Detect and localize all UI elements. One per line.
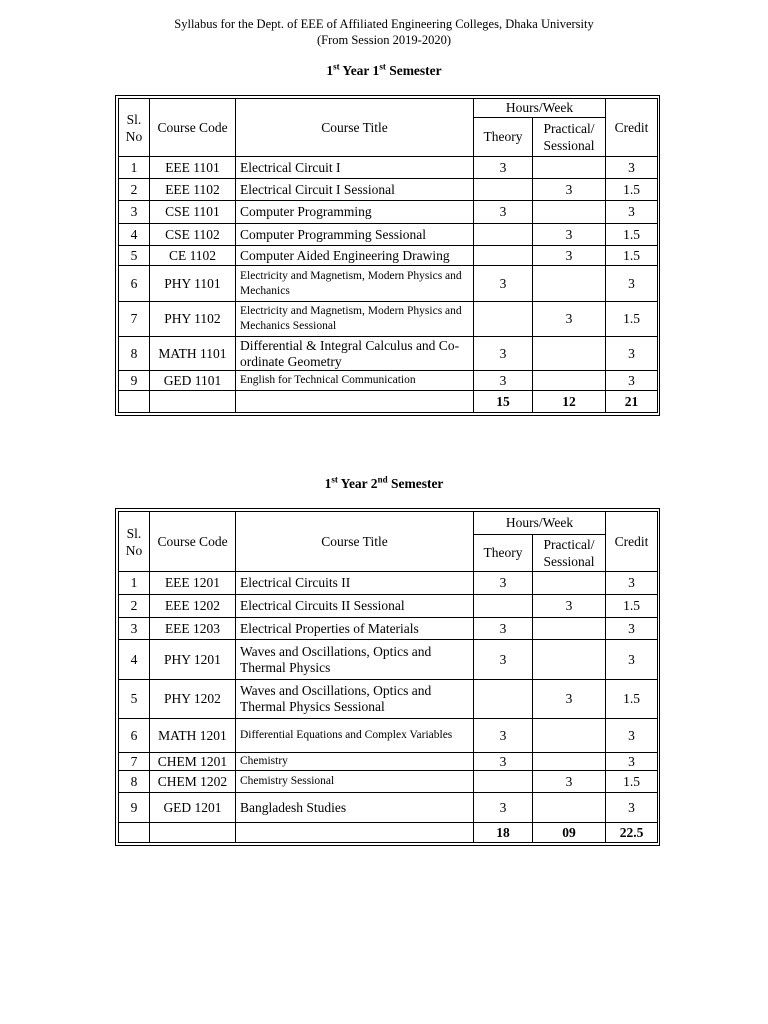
credit-cell: 1.5 (606, 771, 658, 793)
table-row (119, 572, 658, 595)
credit-cell: 1.5 (606, 179, 658, 201)
table-row (119, 179, 658, 201)
course-code-cell: PHY 1201 (150, 640, 236, 680)
practical-cell (533, 618, 606, 640)
course-title-cell: Computer Programming Sessional (236, 224, 474, 246)
semester-2-table (115, 508, 660, 846)
sl-no-cell: 6 (119, 719, 150, 753)
course-code-cell: EEE 1201 (150, 572, 236, 595)
course-title-cell: Electrical Circuit I (236, 157, 474, 179)
practical-cell (533, 753, 606, 771)
theory-cell (474, 179, 533, 201)
sl-no-cell: 1 (119, 572, 150, 595)
hours-week-header: Hours/Week (474, 99, 606, 118)
theory-cell: 3 (474, 266, 533, 302)
practical-cell (533, 793, 606, 823)
hours-week-header: Hours/Week (474, 512, 606, 535)
practical-cell (533, 157, 606, 179)
course-code-cell: CE 1102 (150, 246, 236, 266)
sl-no-cell: 2 (119, 595, 150, 618)
credit-cell: 1.5 (606, 246, 658, 266)
credit-cell: 1.5 (606, 302, 658, 337)
sl-no-cell: 3 (119, 618, 150, 640)
course-code-cell: PHY 1102 (150, 302, 236, 337)
sl-no-cell: 1 (119, 157, 150, 179)
course-code-cell: CHEM 1202 (150, 771, 236, 793)
table-row (119, 224, 658, 246)
practical-cell (533, 266, 606, 302)
practical-cell: 3 (533, 246, 606, 266)
sl-no-cell: 2 (119, 179, 150, 201)
course-code-cell: EEE 1101 (150, 157, 236, 179)
sl-no-cell: 8 (119, 337, 150, 371)
course-code-cell: PHY 1101 (150, 266, 236, 302)
credit-cell: 3 (606, 753, 658, 771)
course-code-cell: CHEM 1201 (150, 753, 236, 771)
table-row (119, 302, 658, 337)
theory-cell: 3 (474, 753, 533, 771)
table-row (119, 793, 658, 823)
document-title: Syllabus for the Dept. of EEE of Affiliated Engineering Colleges, Dhaka University (174, 17, 594, 31)
practical-cell (533, 201, 606, 224)
table-row (119, 640, 658, 680)
theory-cell: 3 (474, 572, 533, 595)
credit-header: Credit (606, 99, 658, 157)
sl-no-cell: 4 (119, 224, 150, 246)
course-title-cell: Bangladesh Studies (236, 793, 474, 823)
total-credit: 21 (606, 391, 658, 413)
sl-no-cell: 9 (119, 793, 150, 823)
credit-cell: 3 (606, 201, 658, 224)
table-row (119, 595, 658, 618)
semester-2-title: 1st Year 2nd Semester (324, 474, 444, 491)
semester-1-table (115, 95, 660, 416)
theory-cell: 3 (474, 201, 533, 224)
theory-cell: 3 (474, 618, 533, 640)
practical-cell: 3 (533, 302, 606, 337)
credit-header: Credit (606, 512, 658, 572)
theory-cell (474, 302, 533, 337)
course-title-cell: Electrical Properties of Materials (236, 618, 474, 640)
credit-cell: 3 (606, 266, 658, 302)
semester-1-rows (119, 157, 658, 391)
theory-cell (474, 224, 533, 246)
course-code-cell: GED 1101 (150, 371, 236, 391)
course-code-cell: MATH 1101 (150, 337, 236, 371)
sl-no-cell: 5 (119, 680, 150, 719)
course-title-cell: Chemistry (236, 753, 474, 771)
total-row (119, 823, 658, 843)
course-title-cell: Waves and Oscillations, Optics and Thermal Physics (236, 640, 474, 680)
table-row (119, 719, 658, 753)
course-code-cell: CSE 1101 (150, 201, 236, 224)
credit-cell: 3 (606, 793, 658, 823)
theory-cell (474, 771, 533, 793)
sl-no-cell: 3 (119, 201, 150, 224)
document-header (0, 16, 768, 48)
table-row (119, 246, 658, 266)
course-table (118, 511, 658, 843)
course-title-cell: Differential Equations and Complex Variables (236, 719, 474, 753)
theory-header: Theory (474, 535, 533, 572)
theory-cell: 3 (474, 719, 533, 753)
theory-cell: 3 (474, 793, 533, 823)
table-row (119, 266, 658, 302)
course-title-cell: English for Technical Communication (236, 371, 474, 391)
sl-no-cell: 4 (119, 640, 150, 680)
sl-no-cell: 7 (119, 302, 150, 337)
course-title-cell: Electricity and Magnetism, Modern Physics and Mechanics Sessional (236, 302, 474, 337)
course-code-cell: GED 1201 (150, 793, 236, 823)
practical-cell (533, 719, 606, 753)
course-code-cell: EEE 1202 (150, 595, 236, 618)
practical-cell (533, 371, 606, 391)
practical-cell: 3 (533, 680, 606, 719)
practical-header: Practical/ Sessional (533, 535, 606, 572)
credit-cell: 3 (606, 337, 658, 371)
course-title-cell: Electrical Circuit I Sessional (236, 179, 474, 201)
theory-cell: 3 (474, 371, 533, 391)
theory-cell: 3 (474, 337, 533, 371)
practical-cell: 3 (533, 771, 606, 793)
table-row (119, 371, 658, 391)
practical-cell (533, 640, 606, 680)
total-practical: 09 (533, 823, 606, 843)
credit-cell: 3 (606, 618, 658, 640)
table-row (119, 771, 658, 793)
sl-no-cell: 8 (119, 771, 150, 793)
theory-cell (474, 680, 533, 719)
table-row (119, 337, 658, 371)
total-credit: 22.5 (606, 823, 658, 843)
practical-cell: 3 (533, 179, 606, 201)
sl-no-cell: 6 (119, 266, 150, 302)
course-code-cell: PHY 1202 (150, 680, 236, 719)
semester-2-rows (119, 572, 658, 823)
course-code-header: Course Code (150, 99, 236, 157)
table-row (119, 157, 658, 179)
course-title-cell: Waves and Oscillations, Optics and Thermal Physics Sessional (236, 680, 474, 719)
theory-cell (474, 246, 533, 266)
course-title-header: Course Title (236, 99, 474, 157)
practical-cell (533, 337, 606, 371)
course-title-cell: Computer Aided Engineering Drawing (236, 246, 474, 266)
course-title-cell: Differential & Integral Calculus and Co-ordinate Geometry (236, 337, 474, 371)
course-title-cell: Electrical Circuits II (236, 572, 474, 595)
total-practical: 12 (533, 391, 606, 413)
course-title-cell: Electrical Circuits II Sessional (236, 595, 474, 618)
sl-no-header: Sl. No (119, 99, 150, 157)
session-note: (From Session 2019-2020) (316, 33, 452, 47)
practical-header: Practical/ Sessional (533, 118, 606, 157)
course-code-cell: EEE 1203 (150, 618, 236, 640)
credit-cell: 3 (606, 371, 658, 391)
course-code-cell: MATH 1201 (150, 719, 236, 753)
table-row (119, 753, 658, 771)
table-row (119, 201, 658, 224)
credit-cell: 3 (606, 640, 658, 680)
semester-1-title: 1st Year 1st Semester (326, 61, 442, 78)
course-code-header: Course Code (150, 512, 236, 572)
course-title-header: Course Title (236, 512, 474, 572)
table-row (119, 618, 658, 640)
practical-cell (533, 572, 606, 595)
theory-cell: 3 (474, 640, 533, 680)
credit-cell: 3 (606, 157, 658, 179)
sl-no-header: Sl. No (119, 512, 150, 572)
sl-no-cell: 7 (119, 753, 150, 771)
total-theory: 18 (474, 823, 533, 843)
theory-header: Theory (474, 118, 533, 157)
course-title-cell: Electricity and Magnetism, Modern Physics and Mechanics (236, 266, 474, 302)
course-code-cell: EEE 1102 (150, 179, 236, 201)
practical-cell: 3 (533, 224, 606, 246)
practical-cell: 3 (533, 595, 606, 618)
course-title-cell: Chemistry Sessional (236, 771, 474, 793)
credit-cell: 1.5 (606, 595, 658, 618)
total-theory: 15 (474, 391, 533, 413)
course-table (118, 98, 658, 413)
theory-cell (474, 595, 533, 618)
credit-cell: 3 (606, 719, 658, 753)
theory-cell: 3 (474, 157, 533, 179)
table-row (119, 680, 658, 719)
sl-no-cell: 5 (119, 246, 150, 266)
course-code-cell: CSE 1102 (150, 224, 236, 246)
total-row (119, 391, 658, 413)
credit-cell: 3 (606, 572, 658, 595)
course-title-cell: Computer Programming (236, 201, 474, 224)
credit-cell: 1.5 (606, 224, 658, 246)
sl-no-cell: 9 (119, 371, 150, 391)
credit-cell: 1.5 (606, 680, 658, 719)
